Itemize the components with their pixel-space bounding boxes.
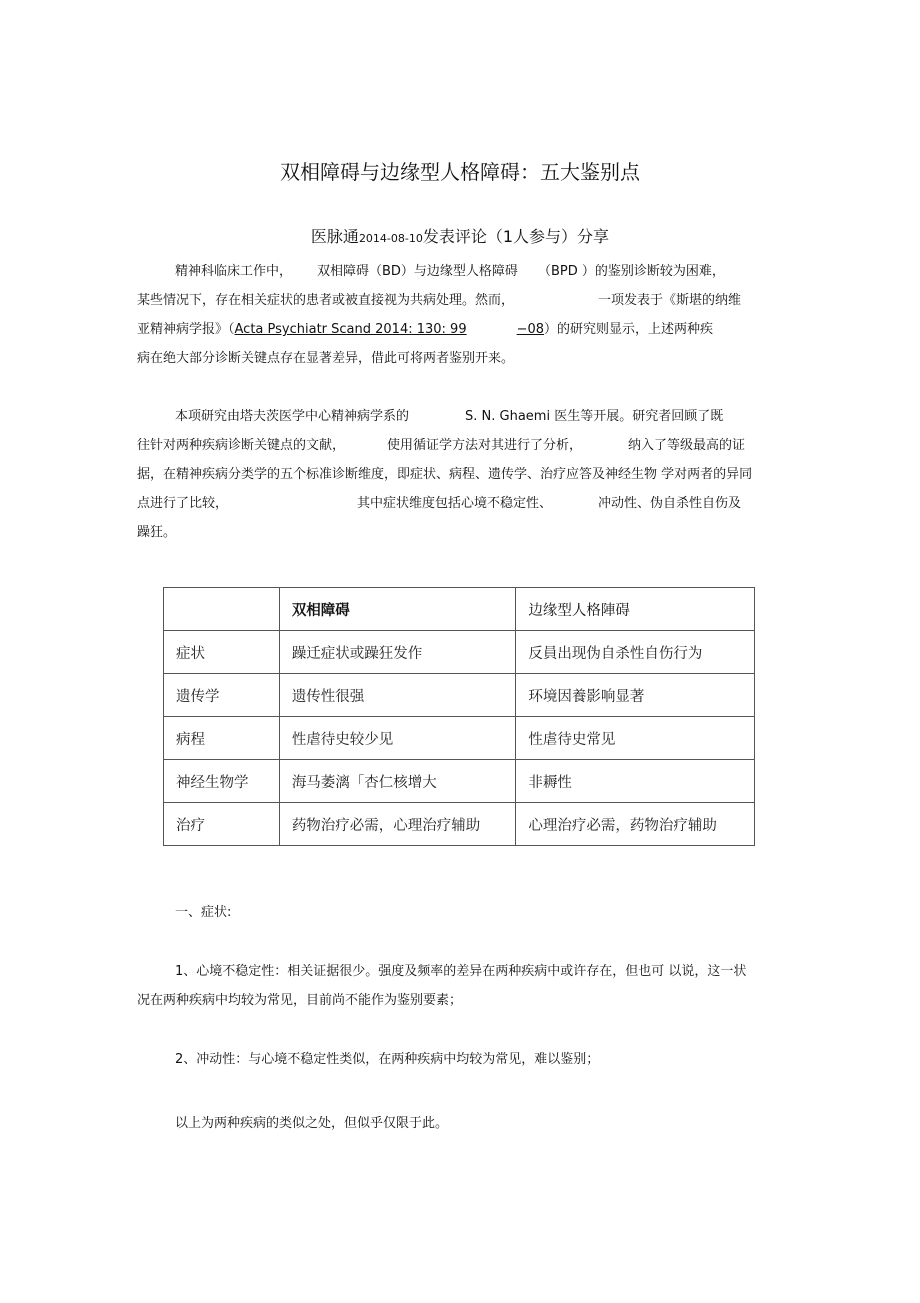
source-label: 医脉通 — [310, 227, 359, 246]
para2-line4c: 冲动性、伪自杀性自伤及 — [598, 496, 742, 511]
para1-line1 — [175, 260, 292, 279]
para1-line4: 病在绝大部分诊断关键点存在显著差异，借此可将两者鉴别开来。 — [137, 351, 515, 366]
table-cell: 非耨性 — [516, 760, 755, 803]
table-cell: 躁迁症状或躁狂发作 — [279, 631, 516, 674]
para1-line1b — [317, 260, 518, 279]
para1-line2b — [598, 289, 741, 308]
row-label: 治疗 — [164, 803, 280, 846]
table-header-cell — [164, 588, 280, 631]
article-meta — [0, 224, 920, 247]
comparison-table — [163, 587, 755, 846]
item1-line2: 况在两种疾病中均较为常见，目前尚不能作为鉴别要素； — [137, 993, 463, 1008]
text-segment: 双相障碍（BD）与边缘型人格障碍 — [317, 264, 518, 279]
table-header-cell: 边缘型人格陣碍 — [516, 588, 755, 631]
conclusion-line: 以上为两种疾病的类似之处，但似乎仅限于此。 — [175, 1116, 449, 1131]
table-row — [164, 803, 755, 846]
para1-line1c — [538, 260, 725, 279]
table-row — [164, 760, 755, 803]
table-cell: 遗传性很强 — [279, 674, 516, 717]
table-row — [164, 631, 755, 674]
para2-line3: 据，在精神疾病分类学的五个标准诊断维度，即症状、病程、遗传学、治疗应答及神经生物 学对两者的异同 — [137, 467, 753, 482]
para2-line2b: 使用循证学方法对其进行了分析， — [387, 438, 583, 453]
item1-line1: 1、心境不稳定性：相关证据很少。强度及频率的差异在两种疾病中或许存在，但也可 以说，这一状 — [175, 964, 747, 979]
table-cell: 海马萎漓「杏仁核增大 — [279, 760, 516, 803]
citation-link[interactable]: Acta Psychiatr Scand 2014: 130: 99 — [234, 322, 467, 337]
row-label: 病程 — [164, 717, 280, 760]
table-cell: 心理治疗必需，药物治疗辅助 — [516, 803, 755, 846]
table-header-cell: 双相障碍 — [279, 588, 516, 631]
row-label: 神经生物学 — [164, 760, 280, 803]
text-segment: 亚精神病学报》（ — [137, 322, 235, 337]
meta-actions: 发表评论（1人参与）分享 — [422, 227, 610, 246]
para2-line2: 往针对两种疾病诊断关键点的文献， — [137, 438, 346, 453]
table-cell: 环境因養影响显著 — [516, 674, 755, 717]
text-segment: 精神科临床工作中， — [175, 264, 293, 279]
text-segment: 某些情况下，存在相关症状的患者或被直接视为共病处理。然而， — [137, 293, 515, 308]
para1-line2 — [137, 289, 514, 308]
para2-line1: 本项研究由塔夫茨医学中心精神病学系的 — [175, 409, 410, 424]
text-segment: ）的研究则显示，上述两种疾 — [544, 322, 714, 337]
table-cell: 药物治疗必需，心理治疗辅助 — [279, 803, 516, 846]
article-title: 双相障碍与边缘型人格障碍：五大鉴别点 — [280, 160, 640, 184]
table-cell: 性虐待史常见 — [516, 717, 755, 760]
row-label: 症状 — [164, 631, 280, 674]
para2-line4: 点进行了比较， — [137, 496, 229, 511]
table-row — [164, 717, 755, 760]
para2-line5: 躁狂。 — [137, 525, 177, 540]
text-segment: （BPD ）的鉴别诊断较为困难， — [538, 264, 725, 279]
table-row — [164, 674, 755, 717]
citation-link-end[interactable]: −08 — [516, 322, 545, 337]
item2-line: 2、冲动性：与心境不稳定性类似，在两种疾病中均较为常见，难以鉴别； — [175, 1052, 600, 1067]
para2-line1b: S. N. Ghaemi 医生等开展。研究者回顾了既 — [465, 409, 724, 424]
text-segment: 一项发表于《斯堪的纳维 — [598, 293, 742, 308]
section-heading: 一、症状: — [175, 905, 232, 920]
publish-date: 2014-08-10 — [358, 232, 423, 245]
row-label: 遗传学 — [164, 674, 280, 717]
table-cell: 反員出现伪自杀性自伤行为 — [516, 631, 755, 674]
para1-line3 — [137, 318, 713, 337]
para2-line2c: 纳入了等级最高的证 — [628, 438, 746, 453]
table-cell: 性虐待史较少见 — [279, 717, 516, 760]
para2-line4b: 其中症状维度包括心境不稳定性、 — [357, 496, 553, 511]
table-header-row — [164, 588, 755, 631]
